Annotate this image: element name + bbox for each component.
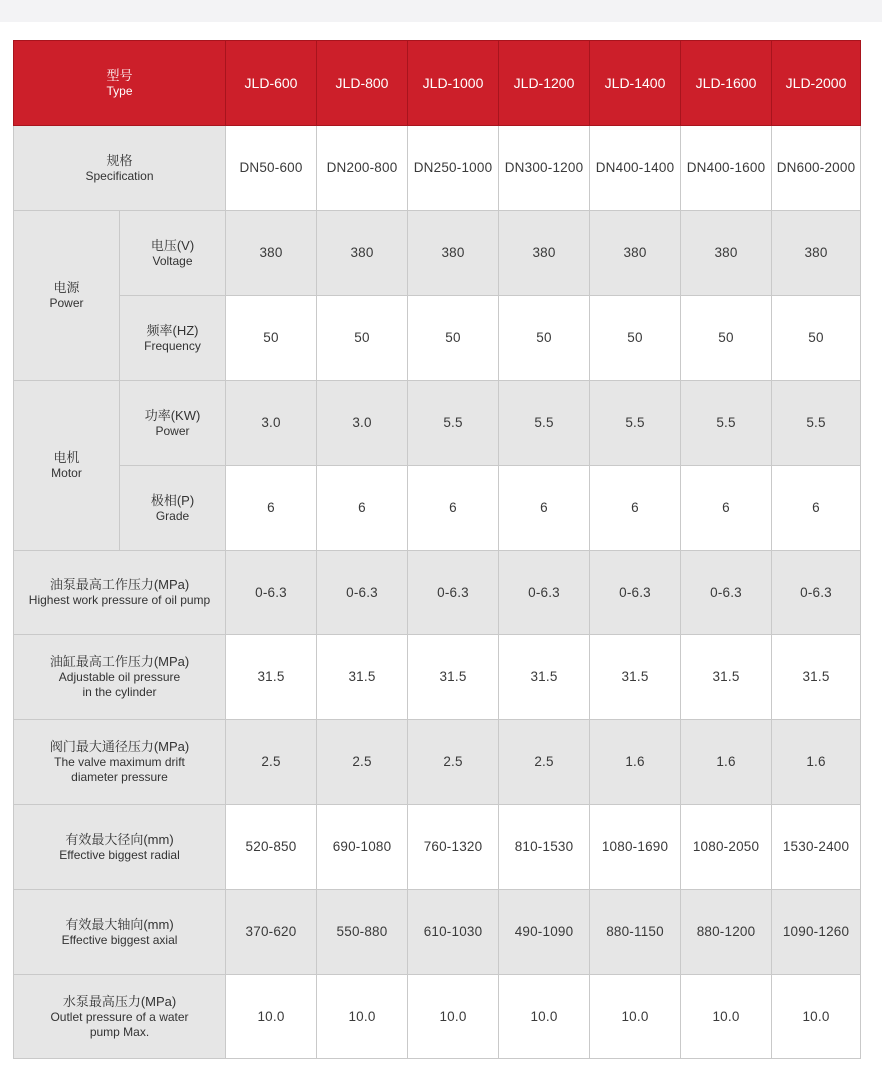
water-pump-label-en1: Outlet pressure of a water [50, 1009, 189, 1024]
frequency-cell: 50 [226, 296, 317, 381]
valve-cell: 2.5 [499, 720, 590, 805]
radial-cell: 810-1530 [499, 805, 590, 890]
specification-row [14, 126, 861, 211]
motor-power-cell: 3.0 [317, 381, 408, 466]
valve-cell: 2.5 [408, 720, 499, 805]
grade-label [120, 466, 226, 551]
grade-label-zh: 极相(P) [150, 492, 195, 508]
axial-cell: 370-620 [226, 890, 317, 975]
frequency-cell: 50 [590, 296, 681, 381]
axial-cell: 880-1200 [681, 890, 772, 975]
spec-cell: DN400-1400 [590, 126, 681, 211]
cylinder-cell: 31.5 [590, 635, 681, 720]
cylinder-cell: 31.5 [772, 635, 861, 720]
oil-pump-cell: 0-6.3 [408, 551, 499, 635]
grade-label-en: Grade [155, 508, 190, 523]
frequency-label-zh: 频率(HZ) [146, 322, 199, 338]
model-header: JLD-1200 [499, 41, 590, 126]
valve-cell: 2.5 [226, 720, 317, 805]
water-pump-cell: 10.0 [681, 975, 772, 1059]
axial-label-en: Effective biggest axial [61, 932, 178, 947]
frequency-cell: 50 [317, 296, 408, 381]
frequency-label-en: Frequency [144, 338, 201, 353]
water-pump-label [14, 975, 226, 1059]
water-pump-cell: 10.0 [408, 975, 499, 1059]
motor-power-cell: 5.5 [590, 381, 681, 466]
voltage-label-zh: 电压(V) [150, 237, 195, 253]
grade-cell: 6 [499, 466, 590, 551]
type-header [14, 41, 226, 126]
type-header-en: Type [106, 83, 133, 98]
cylinder-label-en1: Adjustable oil pressure [58, 670, 181, 684]
water-pump-label-zh: 水泵最高压力(MPa) [62, 993, 177, 1009]
motor-power-cell: 5.5 [772, 381, 861, 466]
power-group-zh: 电源 [53, 280, 80, 295]
spec-cell: DN400-1600 [681, 126, 772, 211]
model-header: JLD-1400 [590, 41, 681, 126]
cylinder-label-en2: in the cylinder [82, 685, 157, 699]
frequency-cell: 50 [681, 296, 772, 381]
oil-pump-cell: 0-6.3 [226, 551, 317, 635]
header-row [14, 41, 861, 126]
model-header: JLD-2000 [772, 41, 861, 126]
voltage-label-en: Voltage [152, 253, 193, 268]
cylinder-label [14, 635, 226, 720]
oil-pump-row [14, 551, 861, 635]
valve-label-en2: diameter pressure [71, 770, 168, 784]
spec-cell: DN300-1200 [499, 126, 590, 211]
voltage-cell: 380 [590, 211, 681, 296]
radial-label-zh: 有效最大径向(mm) [65, 831, 174, 847]
motor-power-cell: 3.0 [226, 381, 317, 466]
radial-cell: 1530-2400 [772, 805, 861, 890]
radial-cell: 760-1320 [408, 805, 499, 890]
model-header: JLD-1000 [408, 41, 499, 126]
spec-cell: DN250-1000 [408, 126, 499, 211]
specification-label-zh: 规格 [106, 152, 133, 168]
specification-label-en: Specification [85, 168, 154, 183]
radial-label [14, 805, 226, 890]
spec-table [13, 40, 861, 1059]
motor-power-cell: 5.5 [408, 381, 499, 466]
oil-pump-label [14, 551, 226, 635]
grade-cell: 6 [590, 466, 681, 551]
valve-cell: 2.5 [317, 720, 408, 805]
motor-power-row [14, 381, 861, 466]
voltage-cell: 380 [499, 211, 590, 296]
valve-row [14, 720, 861, 805]
voltage-cell: 380 [408, 211, 499, 296]
axial-cell: 1090-1260 [772, 890, 861, 975]
grade-cell: 6 [772, 466, 861, 551]
water-pump-cell: 10.0 [317, 975, 408, 1059]
motor-power-cell: 5.5 [499, 381, 590, 466]
spec-cell: DN600-2000 [772, 126, 861, 211]
model-header: JLD-600 [226, 41, 317, 126]
water-pump-cell: 10.0 [772, 975, 861, 1059]
power-group-label [14, 211, 120, 381]
spec-cell: DN50-600 [226, 126, 317, 211]
frequency-row [14, 296, 861, 381]
voltage-cell: 380 [681, 211, 772, 296]
axial-cell: 880-1150 [590, 890, 681, 975]
axial-label-zh: 有效最大轴向(mm) [65, 916, 174, 932]
cylinder-cell: 31.5 [499, 635, 590, 720]
cylinder-cell: 31.5 [681, 635, 772, 720]
frequency-cell: 50 [499, 296, 590, 381]
valve-cell: 1.6 [590, 720, 681, 805]
top-band [0, 0, 882, 22]
axial-row [14, 890, 861, 975]
frequency-cell: 50 [408, 296, 499, 381]
oil-pump-cell: 0-6.3 [772, 551, 861, 635]
radial-cell: 1080-1690 [590, 805, 681, 890]
valve-label-en1: The valve maximum drift [54, 755, 185, 769]
oil-pump-cell: 0-6.3 [499, 551, 590, 635]
valve-cell: 1.6 [681, 720, 772, 805]
water-pump-cell: 10.0 [499, 975, 590, 1059]
spec-cell: DN200-800 [317, 126, 408, 211]
oil-pump-label-zh: 油泵最高工作压力(MPa) [49, 577, 190, 592]
radial-cell: 520-850 [226, 805, 317, 890]
type-header-zh: 型号 [106, 67, 133, 83]
cylinder-cell: 31.5 [408, 635, 499, 720]
water-pump-cell: 10.0 [226, 975, 317, 1059]
axial-cell: 610-1030 [408, 890, 499, 975]
oil-pump-cell: 0-6.3 [317, 551, 408, 635]
axial-label [14, 890, 226, 975]
axial-cell: 490-1090 [499, 890, 590, 975]
motor-power-label [120, 381, 226, 466]
water-pump-cell: 10.0 [590, 975, 681, 1059]
voltage-cell: 380 [226, 211, 317, 296]
axial-cell: 550-880 [317, 890, 408, 975]
motor-power-label-en: Power [155, 423, 190, 438]
motor-group-en: Motor [51, 466, 82, 480]
motor-group-label [14, 381, 120, 551]
voltage-cell: 380 [772, 211, 861, 296]
specification-label [14, 126, 226, 211]
motor-power-cell: 5.5 [681, 381, 772, 466]
power-group-en: Power [49, 296, 84, 310]
grade-cell: 6 [226, 466, 317, 551]
frequency-label [120, 296, 226, 381]
motor-group-zh: 电机 [53, 450, 80, 465]
model-header: JLD-1600 [681, 41, 772, 126]
cylinder-cell: 31.5 [317, 635, 408, 720]
voltage-cell: 380 [317, 211, 408, 296]
voltage-label [120, 211, 226, 296]
grade-cell: 6 [681, 466, 772, 551]
grade-cell: 6 [408, 466, 499, 551]
cylinder-cell: 31.5 [226, 635, 317, 720]
model-header: JLD-800 [317, 41, 408, 126]
radial-cell: 1080-2050 [681, 805, 772, 890]
grade-cell: 6 [317, 466, 408, 551]
oil-pump-label-en: Highest work pressure of oil pump [28, 593, 211, 607]
radial-cell: 690-1080 [317, 805, 408, 890]
cylinder-label-zh: 油缸最高工作压力(MPa) [49, 654, 190, 669]
water-pump-label-en2: pump Max. [89, 1024, 150, 1039]
oil-pump-cell: 0-6.3 [590, 551, 681, 635]
oil-pump-cell: 0-6.3 [681, 551, 772, 635]
valve-cell: 1.6 [772, 720, 861, 805]
cylinder-row [14, 635, 861, 720]
grade-row [14, 466, 861, 551]
frequency-cell: 50 [772, 296, 861, 381]
water-pump-row [14, 975, 861, 1059]
motor-power-label-zh: 功率(KW) [144, 407, 201, 423]
radial-row [14, 805, 861, 890]
voltage-row [14, 211, 861, 296]
valve-label-zh: 阀门最大通径压力(MPa) [49, 739, 190, 754]
valve-label [14, 720, 226, 805]
radial-label-en: Effective biggest radial [59, 847, 180, 862]
